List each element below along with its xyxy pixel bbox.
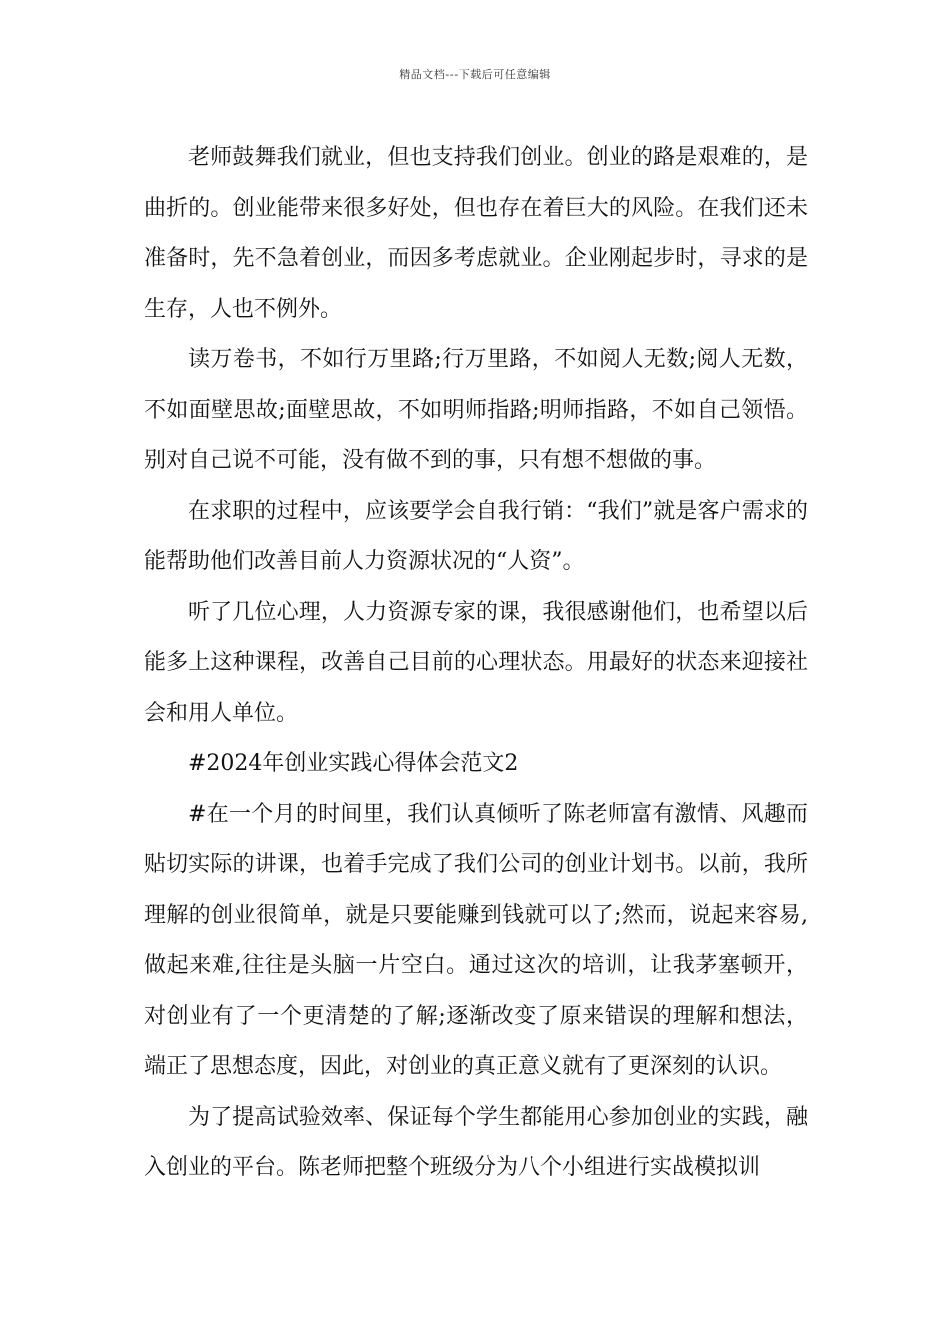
paragraph-1: 老师鼓舞我们就业，但也支持我们创业。创业的路是艰难的，是曲折的。创业能带来很多好处，但也存在着巨大的风险。在我们还未准备时，先不急着创业，而因多考虑就业。企业刚起步时，寻求的是生存，人也不例外。 (144, 145, 808, 322)
section-heading: #2024年创业实践心得体会范文2 (188, 751, 519, 776)
paragraph-5: #在一个月的时间里，我们认真倾听了陈老师富有激情、风趣而贴切实际的讲课，也着手完成了我们公司的创业计划书。以前，我所理解的创业很简单，就是只要能赚到钱就可以了;然而，说起来容易,做起来难,往往是头脑一片空白。通过这次的培训，让我茅塞顿开，对创业有了一个更清楚的了解;逐渐改变了原来错误的理解和想法，端正了思想态度，因此，对创业的真正意义就有了更深刻的认识。 (144, 801, 808, 1079)
paragraph-3: 在求职的过程中，应该要学会自我行销：“我们”就是客户需求的能帮助他们改善目前人力资源状况的“人资”。 (144, 498, 808, 574)
paragraph-2: 读万卷书，不如行万里路;行万里路，不如阅人无数;阅人无数，不如面壁思故;面壁思故，不如明师指路;明师指路，不如自己领悟。别对自己说不可能，没有做不到的事，只有想不想做的事。 (144, 347, 808, 473)
page-header: 精品文档---下载后可任意编辑 (399, 68, 551, 81)
paragraph-6: 为了提高试验效率、保证每个学生都能用心参加创业的实践，融入创业的平台。陈老师把整个班级分为八个小组进行实战模拟训 (144, 1104, 808, 1180)
paragraph-4: 听了几位心理，人力资源专家的课，我很感谢他们，也希望以后能多上这种课程，改善自己目前的心理状态。用最好的状态来迎接社会和用人单位。 (144, 599, 808, 726)
document-body (144, 133, 808, 1194)
